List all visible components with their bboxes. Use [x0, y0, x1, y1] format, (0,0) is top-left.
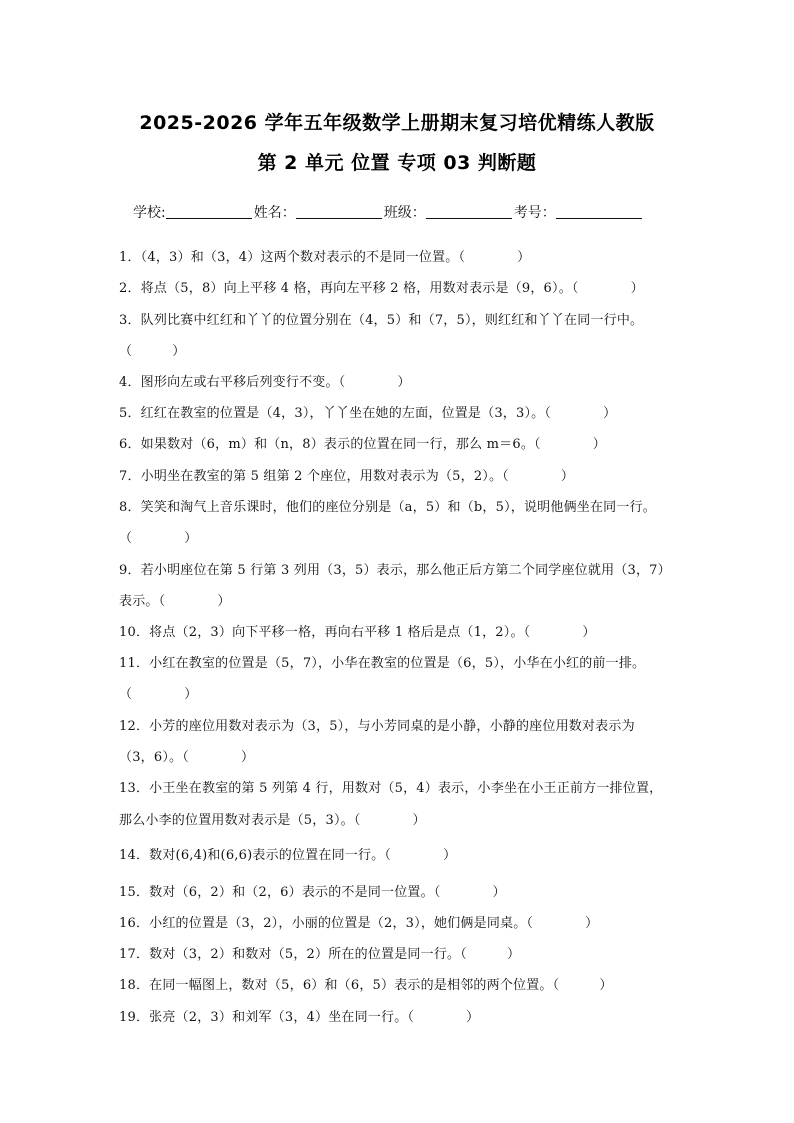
question-line: 4．图形向左或右平移后列变行不变。（ ） [119, 375, 411, 390]
name-label: 姓名： [253, 205, 296, 221]
question-line: 8．笑笑和淘气上音乐课时，他们的座位分别是（a，5）和（b，5），说明他俩坐在同一行。 [119, 500, 656, 515]
question-line: 17．数对（3，2）和数对（5，2）所在的位置是同一行。（ ） [119, 947, 521, 962]
question-line: （ ） [119, 687, 198, 702]
question-line: 15．数对（6，2）和（2，6）表示的不是同一位置。（ ） [119, 885, 506, 900]
name-blank [296, 204, 382, 219]
school-blank [166, 204, 252, 219]
page-subtitle: 第 2 单元 位置 专项 03 判断题 [257, 152, 537, 174]
question-line: 18．在同一幅图上，数对（5，6）和（6，5）表示的是相邻的两个位置。（ ） [119, 978, 613, 993]
question-line: 11．小红在教室的位置是（5，7），小华在教室的位置是（6，5），小华在小红的前一排。 [119, 656, 646, 671]
question-line: 1．（4，3）和（3，4）这两个数对表示的不是同一位置。（ ） [119, 250, 531, 265]
class-blank [426, 204, 512, 219]
question-line: 10．将点（2，3）向下平移一格，再向右平移 1 格后是点（1，2）。（ ） [119, 625, 596, 640]
class-label: 班级： [383, 205, 426, 221]
question-line: 13．小王坐在教室的第 5 列第 4 行，用数对（5，4）表示，小李坐在小王正前方一排位置， [119, 781, 663, 796]
question-line: 5．红红在教室的位置是（4，3），丫丫坐在她的左面，位置是（3，3）。（ ） [119, 406, 617, 421]
question-line: 6．如果数对（6，m）和（n，8）表示的位置在同一行，那么 m＝6。（ ） [119, 437, 606, 452]
question-line: （3，6）。（ ） [119, 750, 255, 765]
question-line: 那么小李的位置用数对表示是（5，3）。（ ） [119, 813, 426, 828]
exam-no-blank [556, 204, 642, 219]
school-label: 学校: [133, 205, 166, 221]
question-line: （ ） [119, 344, 186, 359]
question-line: 19．张亮（2，3）和刘军（3，4）坐在同一行。（ ） [119, 1010, 480, 1025]
question-line: 2．将点（5，8）向上平移 4 格，再向左平移 2 格，用数对表示是（9，6）。（ ） [119, 281, 644, 296]
question-line: 12．小芳的座位用数对表示为（3，5），与小芳同桌的是小静，小静的座位用数对表示为 [119, 719, 635, 734]
student-info-row [133, 202, 644, 222]
question-line: （ ） [119, 531, 198, 546]
question-line: 表示。（ ） [119, 594, 231, 609]
page-title: 2025-2026 学年五年级数学上册期末复习培优精练人教版 [139, 112, 655, 134]
question-line: 14．数对(6,4)和(6,6)表示的位置在同一行。（ ） [119, 848, 457, 863]
question-line: 16．小红的位置是（3，2），小丽的位置是（2，3），她们俩是同桌。（ ） [119, 916, 599, 931]
question-line: 9．若小明座位在第 5 行第 3 列用（3，5）表示，那么他正后方第二个同学座位就用（3，7） [119, 563, 671, 578]
exam-no-label: 考号： [513, 205, 556, 221]
question-line: 3．队列比赛中红红和丫丫的位置分别在（4，5）和（7，5），则红红和丫丫在同一行中。 [119, 313, 644, 328]
question-line: 7．小明坐在教室的第 5 组第 2 个座位，用数对表示为（5，2）。（ ） [119, 469, 575, 484]
